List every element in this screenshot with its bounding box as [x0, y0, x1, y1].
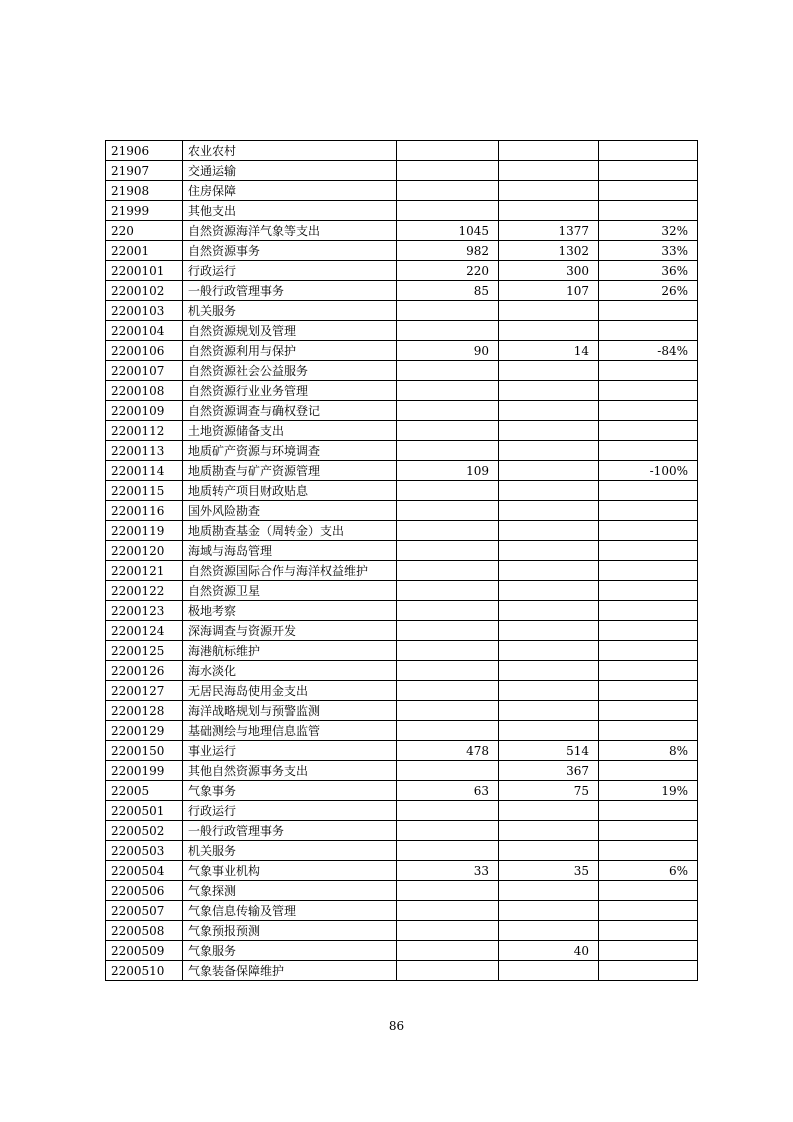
cell-name: 其他自然资源事务支出 — [183, 761, 397, 781]
cell-value-2 — [499, 421, 599, 441]
cell-code: 2200501 — [106, 801, 183, 821]
cell-value-2: 1377 — [499, 221, 599, 241]
cell-code: 2200104 — [106, 321, 183, 341]
cell-code: 2200115 — [106, 481, 183, 501]
cell-value-2 — [499, 541, 599, 561]
cell-value-1 — [397, 441, 499, 461]
cell-code: 2200119 — [106, 521, 183, 541]
cell-code: 2200120 — [106, 541, 183, 561]
cell-change-percent — [599, 301, 698, 321]
cell-change-percent — [599, 441, 698, 461]
table-row — [106, 641, 698, 661]
cell-value-2: 367 — [499, 761, 599, 781]
cell-change-percent — [599, 421, 698, 441]
cell-name: 地质勘查基金（周转金）支出 — [183, 521, 397, 541]
cell-change-percent — [599, 361, 698, 381]
cell-value-1 — [397, 161, 499, 181]
cell-change-percent — [599, 181, 698, 201]
cell-code: 2200122 — [106, 581, 183, 601]
cell-code: 2200503 — [106, 841, 183, 861]
cell-value-2 — [499, 721, 599, 741]
cell-change-percent: 33% — [599, 241, 698, 261]
table-row — [106, 821, 698, 841]
cell-name: 行政运行 — [183, 801, 397, 821]
cell-code: 2200506 — [106, 881, 183, 901]
cell-change-percent: 36% — [599, 261, 698, 281]
cell-value-2: 514 — [499, 741, 599, 761]
cell-name: 一般行政管理事务 — [183, 281, 397, 301]
cell-change-percent — [599, 401, 698, 421]
cell-value-1 — [397, 561, 499, 581]
cell-code: 2200116 — [106, 501, 183, 521]
cell-value-1 — [397, 641, 499, 661]
cell-value-1 — [397, 821, 499, 841]
cell-name: 机关服务 — [183, 301, 397, 321]
cell-code: 2200102 — [106, 281, 183, 301]
cell-code: 2200508 — [106, 921, 183, 941]
cell-code: 2200106 — [106, 341, 183, 361]
table-row — [106, 261, 698, 281]
cell-code: 2200510 — [106, 961, 183, 981]
cell-value-1: 478 — [397, 741, 499, 761]
cell-value-2 — [499, 681, 599, 701]
cell-code: 2200126 — [106, 661, 183, 681]
cell-change-percent — [599, 641, 698, 661]
cell-change-percent: 6% — [599, 861, 698, 881]
cell-change-percent — [599, 381, 698, 401]
cell-value-1 — [397, 361, 499, 381]
cell-value-2 — [499, 181, 599, 201]
cell-value-1: 982 — [397, 241, 499, 261]
table-row — [106, 341, 698, 361]
cell-code: 21906 — [106, 141, 183, 161]
cell-name: 自然资源规划及管理 — [183, 321, 397, 341]
cell-value-2 — [499, 461, 599, 481]
table-row — [106, 221, 698, 241]
cell-code: 2200109 — [106, 401, 183, 421]
cell-value-2 — [499, 661, 599, 681]
cell-value-2 — [499, 581, 599, 601]
cell-code: 2200150 — [106, 741, 183, 761]
cell-value-2: 300 — [499, 261, 599, 281]
cell-value-1 — [397, 501, 499, 521]
cell-value-1 — [397, 961, 499, 981]
budget-table-body — [106, 141, 698, 981]
cell-value-1 — [397, 681, 499, 701]
cell-code: 2200129 — [106, 721, 183, 741]
cell-change-percent — [599, 681, 698, 701]
cell-code: 2200121 — [106, 561, 183, 581]
cell-value-1 — [397, 481, 499, 501]
cell-value-1: 109 — [397, 461, 499, 481]
cell-name: 自然资源利用与保护 — [183, 341, 397, 361]
cell-change-percent — [599, 821, 698, 841]
cell-name: 气象事务 — [183, 781, 397, 801]
cell-value-1: 1045 — [397, 221, 499, 241]
cell-value-1 — [397, 761, 499, 781]
cell-name: 极地考察 — [183, 601, 397, 621]
table-row — [106, 201, 698, 221]
cell-value-1 — [397, 541, 499, 561]
cell-value-2 — [499, 301, 599, 321]
cell-name: 气象探测 — [183, 881, 397, 901]
cell-value-2 — [499, 821, 599, 841]
table-row — [106, 801, 698, 821]
table-row — [106, 661, 698, 681]
table-row — [106, 321, 698, 341]
table-row — [106, 481, 698, 501]
cell-value-1 — [397, 721, 499, 741]
cell-code: 2200124 — [106, 621, 183, 641]
cell-value-1 — [397, 181, 499, 201]
cell-name: 海水淡化 — [183, 661, 397, 681]
cell-value-2: 14 — [499, 341, 599, 361]
cell-name: 自然资源行业业务管理 — [183, 381, 397, 401]
cell-name: 机关服务 — [183, 841, 397, 861]
cell-value-2: 75 — [499, 781, 599, 801]
cell-name: 地质勘查与矿产资源管理 — [183, 461, 397, 481]
cell-name: 自然资源国际合作与海洋权益维护 — [183, 561, 397, 581]
cell-change-percent — [599, 621, 698, 641]
cell-value-2 — [499, 621, 599, 641]
cell-code: 2200125 — [106, 641, 183, 661]
cell-name: 气象预报预测 — [183, 921, 397, 941]
cell-code: 2200113 — [106, 441, 183, 461]
cell-value-1 — [397, 901, 499, 921]
table-row — [106, 501, 698, 521]
cell-code: 2200504 — [106, 861, 183, 881]
cell-value-2 — [499, 401, 599, 421]
cell-change-percent — [599, 801, 698, 821]
cell-change-percent — [599, 601, 698, 621]
cell-value-2 — [499, 381, 599, 401]
cell-change-percent — [599, 921, 698, 941]
cell-change-percent — [599, 541, 698, 561]
cell-value-1 — [397, 421, 499, 441]
cell-code: 2200108 — [106, 381, 183, 401]
table-row — [106, 181, 698, 201]
cell-value-2 — [499, 961, 599, 981]
cell-code: 2200507 — [106, 901, 183, 921]
table-row — [106, 701, 698, 721]
table-row — [106, 301, 698, 321]
table-row — [106, 841, 698, 861]
cell-name: 自然资源事务 — [183, 241, 397, 261]
cell-change-percent — [599, 201, 698, 221]
cell-change-percent — [599, 881, 698, 901]
cell-change-percent: 8% — [599, 741, 698, 761]
cell-value-1 — [397, 841, 499, 861]
cell-change-percent — [599, 721, 698, 741]
cell-code: 2200509 — [106, 941, 183, 961]
cell-value-1: 220 — [397, 261, 499, 281]
table-row — [106, 921, 698, 941]
cell-name: 气象信息传输及管理 — [183, 901, 397, 921]
table-row — [106, 161, 698, 181]
cell-name: 自然资源调查与确权登记 — [183, 401, 397, 421]
cell-code: 2200101 — [106, 261, 183, 281]
cell-value-2 — [499, 161, 599, 181]
cell-change-percent: 19% — [599, 781, 698, 801]
cell-value-2 — [499, 141, 599, 161]
cell-change-percent — [599, 661, 698, 681]
cell-code: 220 — [106, 221, 183, 241]
table-row — [106, 541, 698, 561]
cell-value-2 — [499, 881, 599, 901]
cell-code: 22001 — [106, 241, 183, 261]
cell-name: 自然资源卫星 — [183, 581, 397, 601]
cell-value-2: 107 — [499, 281, 599, 301]
cell-value-1 — [397, 321, 499, 341]
cell-code: 22005 — [106, 781, 183, 801]
cell-name: 其他支出 — [183, 201, 397, 221]
cell-change-percent: 32% — [599, 221, 698, 241]
cell-value-1 — [397, 141, 499, 161]
cell-value-1 — [397, 581, 499, 601]
table-row — [106, 861, 698, 881]
cell-value-2 — [499, 901, 599, 921]
table-row — [106, 581, 698, 601]
table-row — [106, 621, 698, 641]
table-row — [106, 901, 698, 921]
cell-value-1 — [397, 301, 499, 321]
cell-value-1: 90 — [397, 341, 499, 361]
table-row — [106, 721, 698, 741]
cell-name: 行政运行 — [183, 261, 397, 281]
cell-value-2 — [499, 521, 599, 541]
cell-code: 21999 — [106, 201, 183, 221]
cell-code: 2200112 — [106, 421, 183, 441]
table-row — [106, 561, 698, 581]
cell-change-percent — [599, 321, 698, 341]
cell-value-2 — [499, 701, 599, 721]
cell-code: 2200199 — [106, 761, 183, 781]
budget-table — [105, 140, 698, 981]
cell-value-1 — [397, 801, 499, 821]
cell-name: 农业农村 — [183, 141, 397, 161]
cell-change-percent: -100% — [599, 461, 698, 481]
cell-name: 基础测绘与地理信息监管 — [183, 721, 397, 741]
cell-value-1: 85 — [397, 281, 499, 301]
cell-name: 深海调查与资源开发 — [183, 621, 397, 641]
cell-change-percent — [599, 841, 698, 861]
cell-code: 2200107 — [106, 361, 183, 381]
cell-code: 2200114 — [106, 461, 183, 481]
cell-name: 自然资源海洋气象等支出 — [183, 221, 397, 241]
cell-value-2 — [499, 361, 599, 381]
cell-change-percent — [599, 521, 698, 541]
cell-value-1 — [397, 521, 499, 541]
cell-name: 海域与海岛管理 — [183, 541, 397, 561]
cell-name: 土地资源储备支出 — [183, 421, 397, 441]
cell-value-2: 40 — [499, 941, 599, 961]
cell-name: 国外风险勘查 — [183, 501, 397, 521]
cell-change-percent — [599, 561, 698, 581]
table-row — [106, 761, 698, 781]
table-row — [106, 941, 698, 961]
cell-change-percent — [599, 141, 698, 161]
cell-value-1 — [397, 601, 499, 621]
cell-change-percent — [599, 961, 698, 981]
cell-change-percent — [599, 161, 698, 181]
cell-value-2 — [499, 801, 599, 821]
cell-change-percent: 26% — [599, 281, 698, 301]
cell-value-2 — [499, 201, 599, 221]
cell-value-1 — [397, 401, 499, 421]
cell-code: 2200123 — [106, 601, 183, 621]
cell-code: 2200128 — [106, 701, 183, 721]
cell-change-percent — [599, 581, 698, 601]
cell-name: 住房保障 — [183, 181, 397, 201]
cell-value-1 — [397, 381, 499, 401]
table-row — [106, 401, 698, 421]
cell-code: 21908 — [106, 181, 183, 201]
cell-value-2 — [499, 441, 599, 461]
table-row — [106, 961, 698, 981]
cell-value-2 — [499, 601, 599, 621]
cell-change-percent — [599, 901, 698, 921]
cell-name: 无居民海岛使用金支出 — [183, 681, 397, 701]
cell-value-1: 63 — [397, 781, 499, 801]
cell-value-1 — [397, 881, 499, 901]
cell-value-2: 35 — [499, 861, 599, 881]
cell-change-percent — [599, 701, 698, 721]
cell-code: 2200502 — [106, 821, 183, 841]
table-row — [106, 241, 698, 261]
cell-change-percent — [599, 761, 698, 781]
table-row — [106, 421, 698, 441]
table-row — [106, 681, 698, 701]
cell-value-2 — [499, 641, 599, 661]
cell-name: 交通运输 — [183, 161, 397, 181]
cell-value-2 — [499, 501, 599, 521]
cell-code: 2200103 — [106, 301, 183, 321]
cell-value-1 — [397, 661, 499, 681]
table-row — [106, 521, 698, 541]
cell-change-percent — [599, 481, 698, 501]
cell-name: 气象事业机构 — [183, 861, 397, 881]
cell-change-percent — [599, 501, 698, 521]
cell-value-2 — [499, 481, 599, 501]
cell-name: 地质矿产资源与环境调查 — [183, 441, 397, 461]
cell-value-1 — [397, 921, 499, 941]
cell-name: 气象装备保障维护 — [183, 961, 397, 981]
cell-value-2 — [499, 321, 599, 341]
cell-value-1 — [397, 621, 499, 641]
table-row — [106, 381, 698, 401]
table-row — [106, 361, 698, 381]
cell-value-1 — [397, 941, 499, 961]
cell-name: 海港航标维护 — [183, 641, 397, 661]
page-number: 86 — [388, 1019, 405, 1033]
cell-change-percent: -84% — [599, 341, 698, 361]
table-row — [106, 141, 698, 161]
table-row — [106, 461, 698, 481]
cell-value-1: 33 — [397, 861, 499, 881]
cell-code: 21907 — [106, 161, 183, 181]
table-row — [106, 781, 698, 801]
cell-name: 自然资源社会公益服务 — [183, 361, 397, 381]
cell-name: 地质转产项目财政贴息 — [183, 481, 397, 501]
cell-name: 海洋战略规划与预警监测 — [183, 701, 397, 721]
cell-value-2: 1302 — [499, 241, 599, 261]
cell-value-1 — [397, 201, 499, 221]
table-row — [106, 881, 698, 901]
table-row — [106, 441, 698, 461]
table-row — [106, 741, 698, 761]
cell-name: 一般行政管理事务 — [183, 821, 397, 841]
table-row — [106, 281, 698, 301]
cell-change-percent — [599, 941, 698, 961]
cell-name: 事业运行 — [183, 741, 397, 761]
cell-value-2 — [499, 921, 599, 941]
table-row — [106, 601, 698, 621]
cell-code: 2200127 — [106, 681, 183, 701]
cell-value-1 — [397, 701, 499, 721]
cell-name: 气象服务 — [183, 941, 397, 961]
cell-value-2 — [499, 841, 599, 861]
cell-value-2 — [499, 561, 599, 581]
